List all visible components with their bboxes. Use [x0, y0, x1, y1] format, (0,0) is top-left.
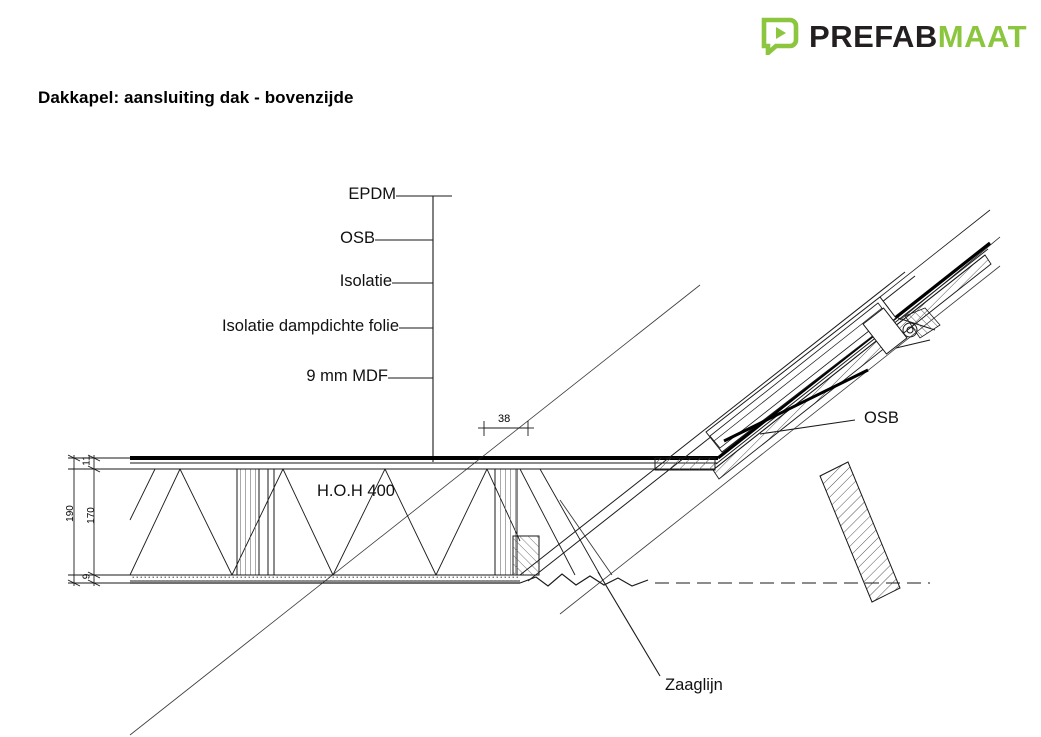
label-zaaglijn: Zaaglijn — [665, 676, 723, 694]
dimension-text-170: 170 — [85, 507, 97, 524]
label-osb-top: OSB — [340, 229, 375, 247]
wordmark-dark: PREFAB — [809, 18, 938, 54]
leader-zaaglijn — [598, 572, 660, 676]
label-epdm: EPDM — [348, 185, 396, 203]
label-9mm-mdf: 9 mm MDF — [306, 367, 388, 385]
dimension-lines — [68, 455, 130, 586]
label-isolatie: Isolatie — [339, 272, 392, 290]
label-osb-right: OSB — [864, 409, 899, 427]
page-title: Dakkapel: aansluiting dak - bovenzijde — [38, 88, 354, 107]
dimension-text-38: 38 — [498, 413, 511, 425]
dimension-text-11: 11 — [81, 455, 93, 466]
dimension-text-190: 190 — [64, 505, 76, 522]
label-isolatie-dampdichte-folie: Isolatie dampdichte folie — [221, 317, 399, 335]
brace-member — [820, 462, 900, 602]
dimension-text-9: 9 — [81, 573, 93, 580]
wordmark-green: MAAT — [937, 18, 1027, 54]
label-hoh-400: H.O.H 400 — [317, 482, 395, 500]
